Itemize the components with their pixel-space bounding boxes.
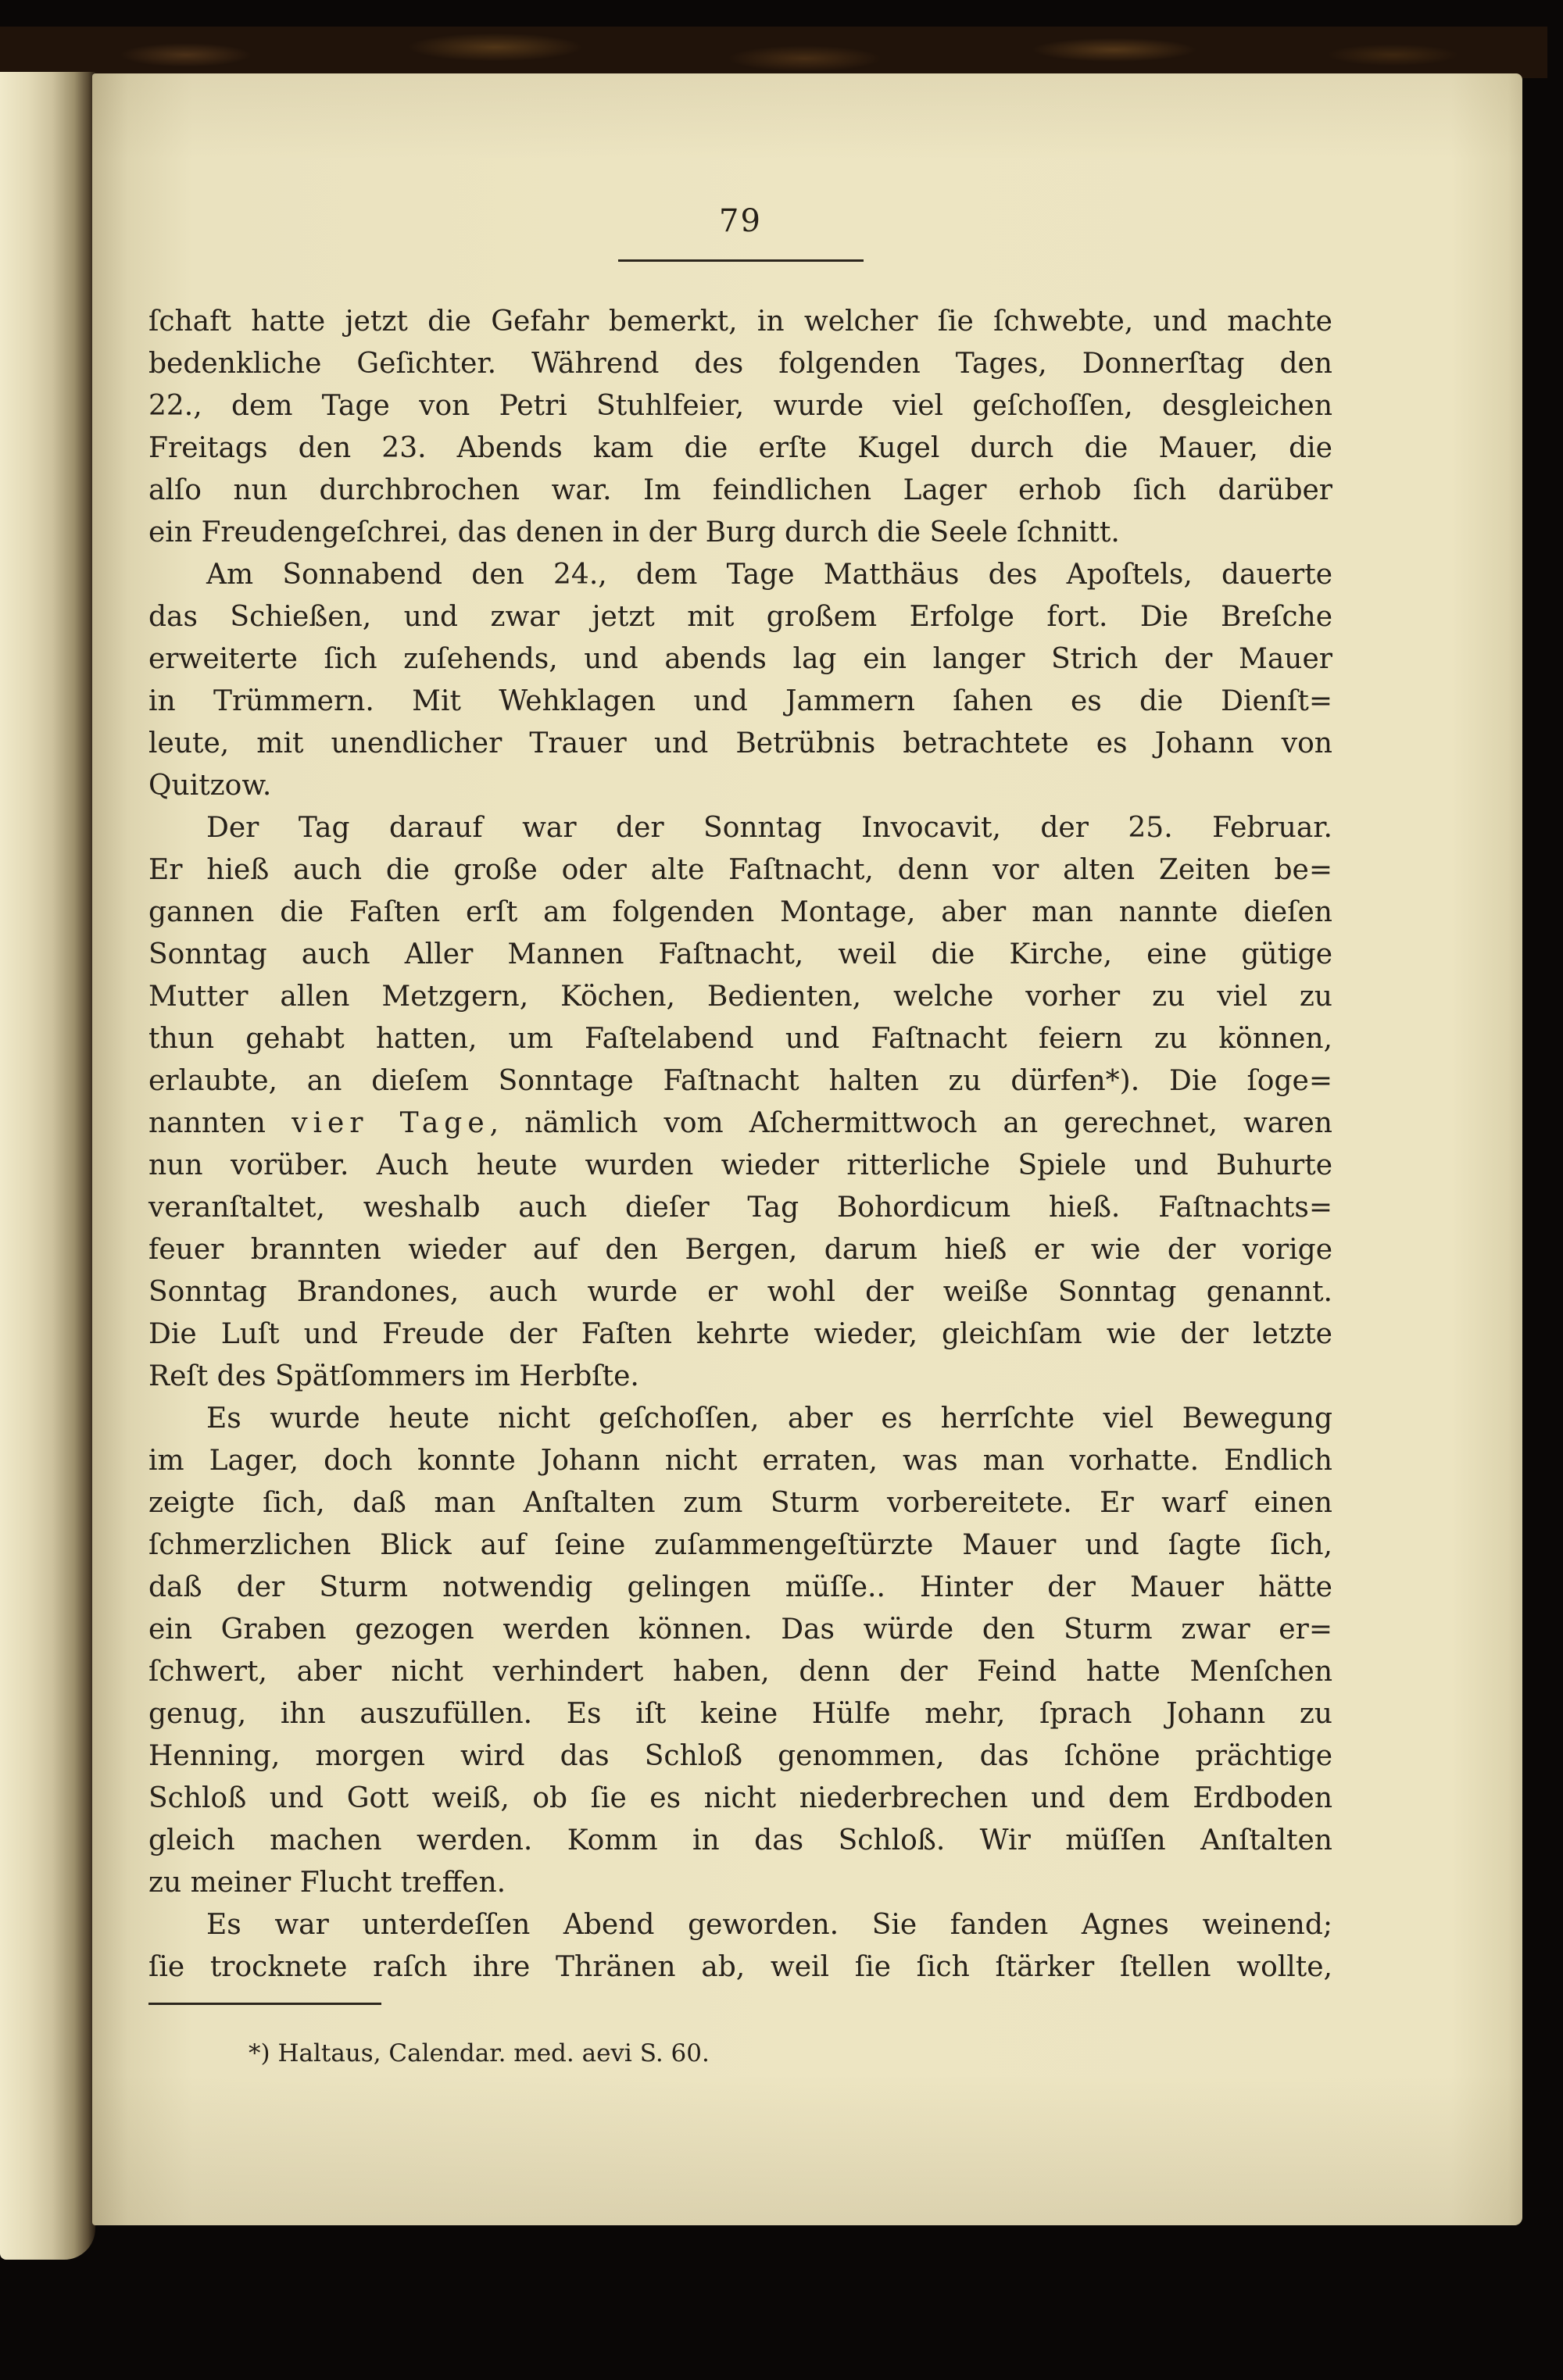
paragraph — [148, 1398, 1332, 1904]
footnote-text: Haltaus, Calendar. med. aevi S. 60. — [277, 2039, 710, 2067]
text-line: thun gehabt hatten, um Faſtelabend und Faſtnacht feiern zu können, — [148, 1023, 1332, 1055]
text-line: Sonntag Brandones, auch wurde er wohl der weiße Sonntag genannt. — [148, 1276, 1332, 1308]
text-line: Am Sonnabend den 24., dem Tage Matthäus des Apoſtels, dauerte — [206, 559, 1332, 591]
text-line: im Lager, doch konnte Johann nicht erraten, was man vorhatte. Endlich — [148, 1445, 1332, 1477]
text-line: 22., dem Tage von Petri Stuhlfeier, wurde viel geſchoſſen, desgleichen — [148, 390, 1332, 422]
text-line: ſie trocknete raſch ihre Thränen ab, weil ſie ſich ſtärker ſtellen wollte, — [148, 1951, 1332, 1983]
text-line: ſchmerzlichen Blick auf ſeine zuſammengeſtürzte Mauer und ſagte ſich, — [148, 1529, 1332, 1561]
previous-page-edge — [0, 72, 95, 2260]
book-cover-edge — [0, 27, 1547, 78]
text-line: gannen die Faſten erſt am folgenden Montage, aber man nannte dieſen — [148, 896, 1332, 928]
text-line: Die Luſt und Freude der Faſten kehrte wieder, gleichſam wie der letzte — [148, 1318, 1332, 1350]
text-line: das Schießen, und zwar jetzt mit großem Erfolge fort. Die Breſche — [148, 601, 1332, 633]
text-line: Sonntag auch Aller Mannen Faſtnacht, weil die Kirche, eine gütige — [148, 938, 1332, 970]
text-line: Henning, morgen wird das Schloß genommen, das ſchöne prächtige — [148, 1740, 1332, 1772]
text-line: alſo nun durchbrochen war. Im feindlichen Lager erhob ſich darüber — [148, 474, 1332, 506]
text-line: Freitags den 23. Abends kam die erſte Kugel durch die Mauer, die — [148, 432, 1332, 464]
book-page — [92, 73, 1522, 2225]
spaced-emphasis: vier Tage — [291, 1107, 490, 1139]
page-number-rule — [618, 259, 864, 262]
text-line: Schloß und Gott weiß, ob ſie es nicht niederbrechen und dem Erdboden — [148, 1782, 1332, 1814]
text-line: leute, mit unendlicher Trauer und Betrübnis betrachtete es Johann von — [148, 727, 1332, 759]
text-line: ſchaft hatte jetzt die Gefahr bemerkt, in welcher ſie ſchwebte, und machte — [148, 306, 1332, 338]
text-line: gleich machen werden. Komm in das Schloß. Wir müſſen Anſtalten — [148, 1824, 1332, 1856]
text-line: Es war unterdeſſen Abend geworden. Sie fanden Agnes weinend; — [206, 1909, 1332, 1941]
paragraph — [148, 1904, 1332, 1989]
footnote-marker: *) — [249, 2039, 270, 2067]
paragraph — [148, 554, 1332, 807]
text-run: nannten — [148, 1107, 292, 1139]
text-line: daß der Sturm notwendig gelingen müſſe.. Hinter der Mauer hätte — [148, 1571, 1332, 1603]
text-line: Reſt des Spätſommers im Herbſte. — [148, 1360, 639, 1392]
paragraph — [148, 301, 1332, 554]
footnote-rule — [148, 2003, 381, 2005]
page-number: 79 — [719, 203, 762, 239]
text-line: ein Graben gezogen werden können. Das würde den Sturm zwar er= — [148, 1613, 1332, 1646]
text-line — [148, 1102, 1332, 1145]
paragraph — [148, 807, 1332, 1398]
text-line: veranſtaltet, weshalb auch dieſer Tag Bohordicum hieß. Faſtnachts= — [148, 1192, 1332, 1224]
text-line: genug, ihn auszufüllen. Es iſt keine Hülfe mehr, ſprach Johann zu — [148, 1698, 1332, 1730]
text-line: nun vorüber. Auch heute wurden wieder ritterliche Spiele und Buhurte — [148, 1149, 1332, 1181]
page-content — [148, 73, 1332, 2067]
text-run: , nämlich vom Aſchermittwoch an gerechnet, waren — [489, 1107, 1332, 1139]
text-line: in Trümmern. Mit Wehklagen und Jammern ſahen es die Dienſt= — [148, 685, 1332, 717]
text-line: erlaubte, an dieſem Sonntage Faſtnacht halten zu dürfen*). Die ſoge= — [148, 1065, 1332, 1097]
text-line: ſchwert, aber nicht verhindert haben, denn der Feind hatte Menſchen — [148, 1656, 1332, 1688]
text-line: feuer brannten wieder auf den Bergen, darum hieß er wie der vorige — [148, 1234, 1332, 1266]
text-line: ein Freudengeſchrei, das denen in der Burg durch die Seele ſchnitt. — [148, 516, 1120, 549]
text-line: Mutter allen Metzgern, Köchen, Bedienten, welche vorher zu viel zu — [148, 981, 1332, 1013]
text-line: Es wurde heute nicht geſchoſſen, aber es herrſchte viel Bewegung — [206, 1403, 1332, 1435]
text-line: Der Tag darauf war der Sonntag Invocavit, der 25. Februar. — [206, 812, 1332, 844]
text-line: zu meiner Flucht treffen. — [148, 1867, 506, 1899]
text-line: Er hieß auch die große oder alte Faſtnacht, denn vor alten Zeiten be= — [148, 854, 1332, 886]
text-line: erweiterte ſich zuſehends, und abends lag ein langer Strich der Mauer — [148, 643, 1332, 675]
text-line: bedenkliche Geſichter. Während des folgenden Tages, Donnerſtag den — [148, 348, 1332, 380]
text-block — [148, 301, 1332, 1989]
text-line: Quitzow. — [148, 770, 272, 802]
footnote — [148, 2039, 1332, 2067]
text-line: zeigte ſich, daß man Anſtalten zum Sturm vorbereitete. Er warf einen — [148, 1487, 1332, 1519]
